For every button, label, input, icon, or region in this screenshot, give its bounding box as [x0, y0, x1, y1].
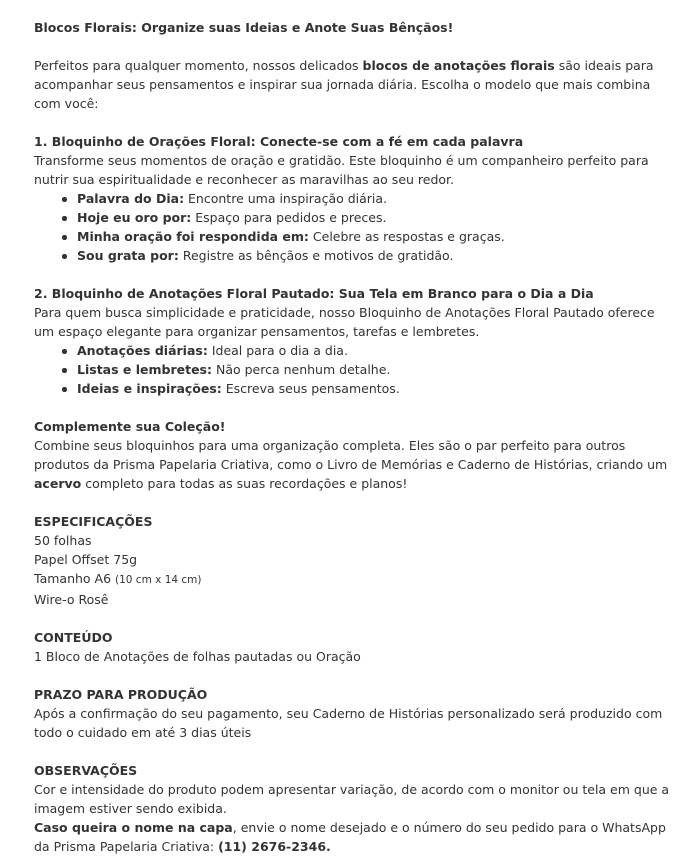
section2-list	[34, 341, 673, 398]
section2-heading: 2. Bloquinho de Anotações Floral Pautado: Sua Tela em Branco para o Dia a Dia	[34, 286, 594, 301]
list-item: Minha oração foi respondida em: Celebre as respostas e graças.	[77, 227, 673, 246]
page-title: Blocos Florais: Organize suas Ideias e Anote Suas Bênçãos!	[34, 20, 454, 35]
list-item: Sou grata por: Registre as bênçãos e motivos de gratidão.	[77, 246, 673, 265]
section1-text: Transforme seus momentos de oração e gratidão. Este bloquinho é um companheiro perfeito para nutrir sua espiritualidade e reconhecer as maravilhas ao seu redor.	[34, 153, 649, 187]
spec-line: Tamanho A6 (10 cm x 14 cm)	[34, 571, 202, 586]
content-text: 1 Bloco de Anotações de folhas pautadas ou Oração	[34, 649, 361, 664]
collection-heading: Complemente sua Coleção!	[34, 419, 226, 434]
list-item: Palavra do Dia: Encontre uma inspiração diária.	[77, 189, 673, 208]
list-item: Listas e lembretes: Não perca nenhum detalhe.	[77, 360, 673, 379]
spec-line: 50 folhas	[34, 533, 92, 548]
collection-text: Combine seus bloquinhos para uma organização completa. Eles são o par perfeito para outros produtos da Prisma Papelaria Criativa, como o Livro de Memórias e Caderno de Histórias, criando um acervo completo para todas as suas recordações e planos!	[34, 438, 668, 491]
content-heading: CONTEÚDO	[34, 630, 113, 645]
production-text: Após a confirmação do seu pagamento, seu Caderno de Histórias personalizado será produzido com todo o cuidado em até 3 dias úteis	[34, 706, 663, 740]
list-item: Hoje eu oro por: Espaço para pedidos e preces.	[77, 208, 673, 227]
specs-heading: ESPECIFICAÇÕES	[34, 514, 153, 529]
spec-line: Papel Offset 75g	[34, 552, 138, 567]
production-heading: PRAZO PARA PRODUÇÃO	[34, 687, 208, 702]
spec-line: Wire-o Rosê	[34, 592, 109, 607]
section1-heading: 1. Bloquinho de Orações Floral: Conecte-se com a fé em cada palavra	[34, 134, 524, 149]
notes-name-instructions: Caso queira o nome na capa, envie o nome desejado e o número do seu pedido para o WhatsApp da Prisma Papelaria Criativa: (11) 2676-2346.	[34, 820, 666, 854]
list-item: Ideias e inspirações: Escreva seus pensamentos.	[77, 379, 673, 398]
section1-list	[34, 189, 673, 265]
notes-text: Cor e intensidade do produto podem apresentar variação, de acordo com o monitor ou tela em que a imagem estiver sendo exibida.	[34, 782, 670, 816]
section2-text: Para quem busca simplicidade e praticidade, nosso Bloquinho de Anotações Floral Pautado oferece um espaço elegante para organizar pensamentos, tarefas e lembretes.	[34, 305, 655, 339]
notes-heading: OBSERVAÇÕES	[34, 763, 138, 778]
intro-paragraph: Perfeitos para qualquer momento, nossos delicados blocos de anotações florais são ideais para acompanhar seus pensamentos e inspirar sua jornada diária. Escolha o modelo que mais combina com você:	[34, 58, 654, 111]
list-item: Anotações diárias: Ideal para o dia a dia.	[77, 341, 673, 360]
